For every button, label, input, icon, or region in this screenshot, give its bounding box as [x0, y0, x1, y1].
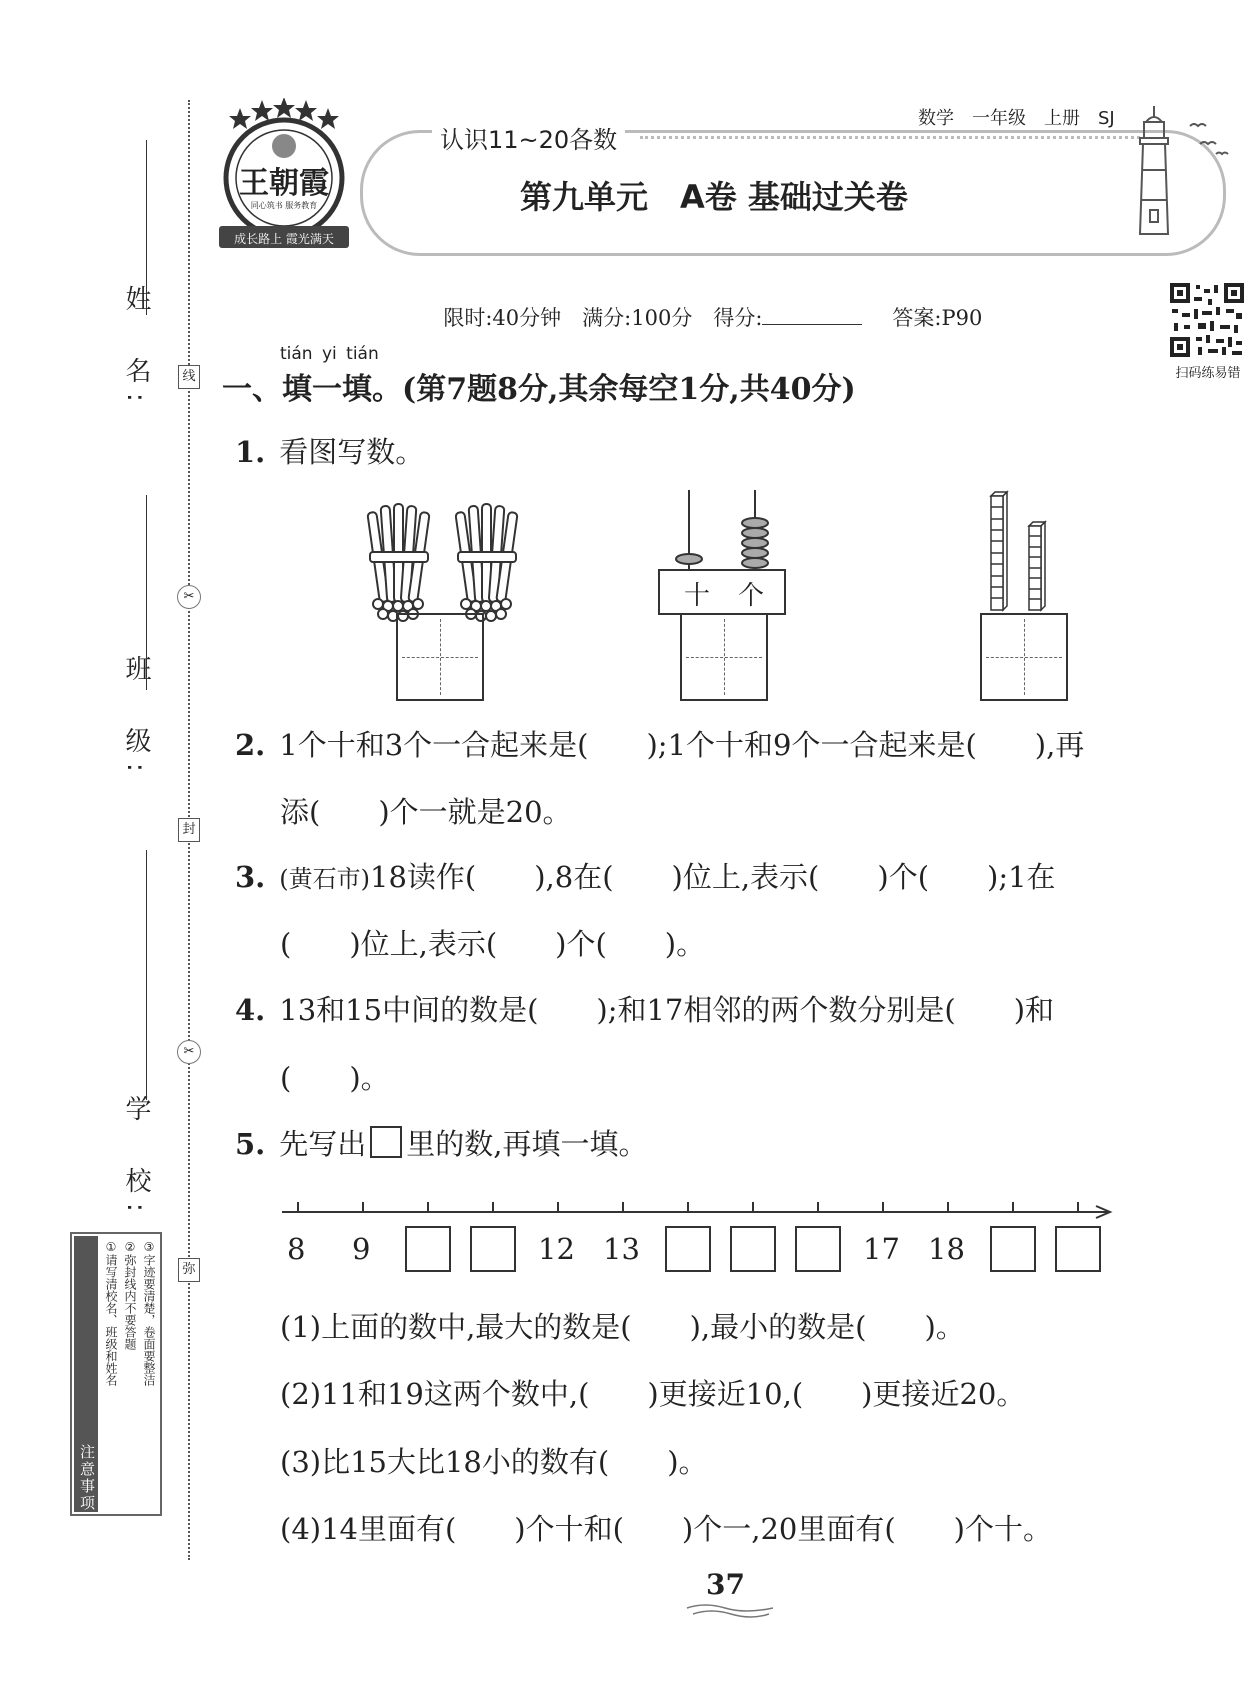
number-line-blank[interactable] [730, 1226, 776, 1272]
question-text: 看图写数。 [279, 435, 425, 469]
school-underline[interactable] [146, 850, 147, 1100]
question-3-line-2: ( )位上,表示( )个( )。 [280, 927, 706, 961]
number-line-label: 13 [603, 1232, 640, 1266]
number-line-blank[interactable] [795, 1226, 841, 1272]
answer-grid-cubes[interactable] [980, 613, 1068, 701]
number-line-blank[interactable] [990, 1226, 1036, 1272]
name-label: 姓 名: [121, 285, 151, 412]
question-3 [235, 855, 1056, 896]
question-number: 2. [235, 728, 266, 762]
class-label: 班 级: [121, 655, 151, 782]
question-text: 先写出 [279, 1127, 367, 1161]
number-line-blank[interactable] [1055, 1226, 1101, 1272]
page-title: 第九单元 A卷 基础过关卷 [520, 178, 908, 216]
tens-label: 十 [684, 581, 711, 611]
question-5-part-1: (1)上面的数中,最大的数是( ),最小的数是( )。 [280, 1310, 965, 1344]
question-text: 里的数,再填一填。 [406, 1127, 648, 1161]
logo-text: 王朝霞 [239, 166, 329, 201]
notice-title: 注意事项 [74, 1236, 98, 1512]
qr-code[interactable] [1170, 283, 1244, 357]
question-number: 5. [235, 1127, 266, 1161]
question-text: 1个十和3个一合起来是( );1个十和9个一合起来是( ),再 [279, 728, 1085, 762]
question-number: 4. [235, 993, 266, 1027]
question-4-line-2: ( )。 [280, 1061, 390, 1095]
number-line-label: 17 [863, 1232, 900, 1266]
notice-item: ②弥封线内不要答题 [123, 1240, 137, 1350]
qr-caption: 扫码练易错 [1175, 366, 1241, 381]
question-number: 1. [235, 435, 266, 469]
ones-label: 个 [738, 581, 765, 611]
question-4 [235, 988, 1054, 1029]
abacus-base [658, 569, 786, 615]
scissors-icon: ✂ [177, 1040, 201, 1064]
unit-subtitle: 认识11~20各数 [432, 120, 625, 155]
school-label: 学 校: [121, 1095, 151, 1222]
subject-info: 数学 一年级 上册 SJ [918, 108, 1115, 129]
cut-line-mark: 线 [178, 365, 200, 389]
number-line-blank[interactable] [470, 1226, 516, 1272]
scissors-icon: ✂ [177, 585, 201, 609]
wave-ornament [685, 1600, 775, 1620]
number-line-label: 18 [928, 1232, 965, 1266]
exam-meta [430, 278, 982, 332]
section-heading: 一、填一填。(第7题8分,其余每空1分,共40分) [222, 372, 856, 407]
number-line-label: 9 [352, 1232, 371, 1266]
question-number: 3. [235, 860, 266, 894]
number-line-blank[interactable] [665, 1226, 711, 1272]
lighthouse-icon [1128, 100, 1238, 240]
time-score-label: 限时:40分钟 满分:100分 得分: [443, 306, 763, 330]
question-2 [235, 723, 1084, 764]
question-5-part-2: (2)11和19这两个数中,( )更接近10,( )更接近20。 [280, 1377, 1026, 1411]
logo-ribbon: 成长路上 霞光满天 [234, 232, 334, 246]
question-5 [235, 1122, 648, 1163]
question-text: 13和15中间的数是( );和17相邻的两个数分别是( )和 [279, 993, 1055, 1027]
cube-columns-illustration [985, 488, 1065, 613]
question-5-part-3: (3)比15大比18小的数有( )。 [280, 1445, 708, 1479]
notice-item: ①请写清校名、班级和姓名 [104, 1240, 118, 1386]
notice-item: ③字迹要清楚，卷面要整洁 [142, 1240, 156, 1386]
question-1 [235, 430, 424, 471]
class-underline[interactable] [146, 495, 147, 690]
question-2-line-2: 添( )个一就是20。 [280, 795, 572, 829]
stick-bundles-illustration [360, 500, 540, 625]
header-dotted-rule [640, 136, 1140, 139]
inline-box-icon [370, 1126, 402, 1158]
answer-reference: 答案:P90 [892, 306, 983, 330]
answer-grid-abacus[interactable] [680, 613, 768, 701]
answer-grid-sticks[interactable] [396, 613, 484, 701]
number-line-label: 8 [287, 1232, 306, 1266]
cut-mi-mark: 弥 [178, 1258, 200, 1282]
number-line-label: 12 [538, 1232, 575, 1266]
brand-logo [215, 98, 353, 258]
section-pinyin: tián yi tián [280, 344, 379, 364]
region-tag: (黄石市) [279, 865, 371, 893]
number-line-blank[interactable] [405, 1226, 451, 1272]
name-underline[interactable] [146, 140, 147, 315]
page-number: 37 [706, 1568, 745, 1601]
notice-box [70, 1232, 162, 1516]
question-5-part-4: (4)14里面有( )个十和( )个一,20里面有( )个十。 [280, 1512, 1052, 1546]
cut-seal-mark: 封 [178, 818, 200, 842]
question-text: 18读作( ),8在( )位上,表示( )个( );1在 [370, 860, 1056, 894]
score-blank[interactable] [762, 324, 862, 325]
number-line [278, 1198, 1120, 1222]
logo-slogan: 同心筑书 服务教育 [250, 201, 318, 210]
